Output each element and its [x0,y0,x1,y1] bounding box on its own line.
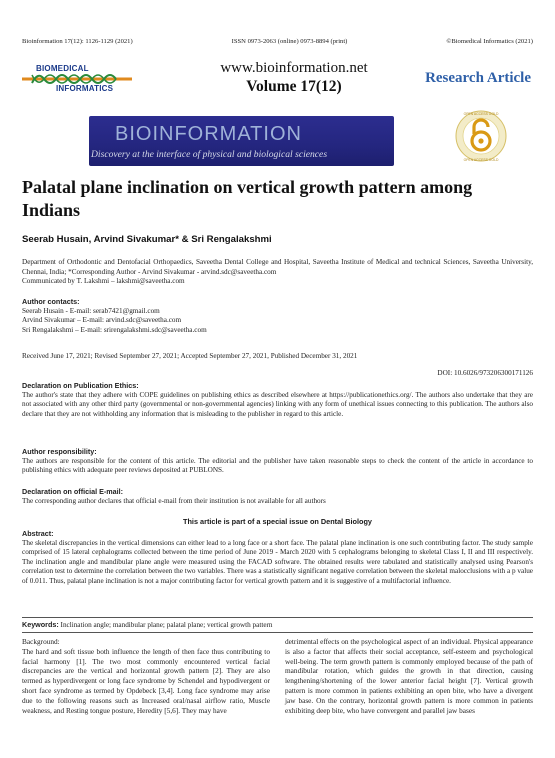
background-heading: Background: [22,637,60,646]
email-heading: Declaration on official E-mail: [22,487,124,496]
copyright: ©Biomedical Informatics (2021) [446,38,533,45]
contact-line: Seerab Husain - E-mail: serab7421@gmail.com [22,306,160,315]
logo-text-top: BIOMEDICAL [36,64,89,73]
divider [22,617,533,618]
ethics-declaration [22,381,533,419]
running-head [22,38,533,50]
affiliation: Department of Orthodontic and Dentofacial Orthopaedics, Saveetha Dental College and Hospital, Saveetha Institute of Medical and technical Sciences, Saveetha University, Chennai, India; *Corresponding Author - Arvind Sivakumar - arvind.sdc@saveetha.com [22,258,533,276]
responsibility-text: The authors are responsible for the content of this article. The editorial and the publisher have taken reasonable steps to check the content of the article in accordance to publishing ethics with adequate peer reviews deposited at PUBLONS. [22,456,533,475]
special-issue-note: This article is part of a special issue on Dental Biology [183,517,372,526]
article-type: Research Article [425,70,531,86]
dates-line: Received June 17, 2021; Revised September 27, 2021; Accepted September 27, 2021, Published December 31, 2021 [22,352,358,360]
keywords [22,620,533,631]
responsibility-heading: Author responsibility: [22,447,97,456]
doi[interactable]: DOI: 10.6026/973206300171126 [437,369,533,377]
ethics-heading: Declaration on Publication Ethics: [22,381,139,390]
badge-text-top: OPEN ACCESS GOLD [463,112,499,116]
author-list: Seerab Husain, Arvind Sivakumar* & Sri Rengalakshmi [22,234,272,245]
abstract-heading: Abstract: [22,529,54,538]
open-access-gold-icon [455,108,507,164]
masthead [22,58,533,98]
divider [22,632,533,633]
background-text-right: detrimental effects on the psychological aspect of an individual. Physical appearance is also a factor that affects their social acceptance, self-esteem and psychological well-being. The term growth pattern is commonly employed because of the path of mandibular rotation, which guides the growth in that direction, causing lengthening/shortening of the lower anterior facial height [7]. Vertical growth pattern is more common in patients exhibiting an open bite, who have a divergent jaw base. On the contrary, horizontal growth pattern is more common in patients exhibiting deep bite, who have convergent and parallel jaw bases [285,637,533,715]
background-text-left: The hard and soft tissue both influence the length of then face thus contributing to facial harmony [1]. The two most commonly encountered vertical facial discrepancies are the vertical and horizontal growth pattern [2]. They are also termed as hyperdivergent or long face syndrome by Schendel and hypodivergent or short face syndrome as termed by Opdebeck [3,4]. Long face syndrome may arise due to the following reasons such as Increased oral/nasal airflow ratio, Muscle weakness, and Resting tongue posture, Heredity [5,6]. They may have [22,646,270,715]
journal-logo [22,64,142,94]
logo-text-bottom: INFORMATICS [56,84,114,93]
journal-website[interactable]: www.bioinformation.net [220,60,368,76]
journal-citation: Bioinformation 17(12): 1126-1129 (2021) [22,38,133,45]
communicated-by: Communicated by T. Lakshmi – lakshmi@saveetha.com [22,277,185,286]
ethics-text: The author's state that they adhere with COPE guidelines on publishing ethics as described elsewhere at https://publicationethics.org/. The authors also undertake that they are not associated with any other third party (governmental or non-governmental agencies) linking with any form of unethical issues connecting to this publication. The authors also declare that they are not withholding any information that is misleading to the publisher in regard to this article. [22,390,533,418]
banner-tagline: Discovery at the interface of physical and biological sciences [91,149,328,160]
badge-text-bottom: OPEN ACCESS GOLD [463,158,499,162]
author-contacts [22,297,533,335]
journal-banner [89,116,394,166]
email-text: The corresponding author declares that official e-mail from their institution is not available for all authors [22,496,326,505]
body-column-right [285,637,533,715]
keywords-heading: Keywords: [22,620,59,629]
affiliation-block [22,258,533,287]
issn: ISSN 0973-2063 (online) 0973-8894 (print) [231,38,348,45]
journal-volume: Volume 17(12) [246,78,342,95]
article-title: Palatal plane inclination on vertical growth pattern among Indians [22,177,473,220]
abstract [22,529,533,587]
body-column-left [22,637,270,715]
banner-title: BIOINFORMATION [115,123,302,145]
email-declaration [22,487,533,506]
author-responsibility [22,447,533,476]
contact-line: Arvind Sivakumar – E-mail: arvind.sdc@saveetha.com [22,316,182,325]
abstract-text: The skeletal discrepancies in the vertical dimensions can either lead to a long face or a short face. The palatal plane inclination is one such contributing factor. The study sample comprised of 15 lateral cephalograms collected between the time period of June 2019 - March 2020 with 5 cephalograms belonging to skeletal Class I, II and III respectively. The inclination angle and mandibular plane angle were measured using the FACAD software. The obtained results were tabulated and statistically analysed using Pearson's correlation test to determine the correlation between the two variables. There was a statistically significant negative correlation between the skeletal malocclusions with a p value of 0.011. Thus, palatal plane inclination is not a major contributing factor for vertical growth pattern and it is suggestive of a multifactorial influence. [22,538,533,585]
contacts-heading: Author contacts: [22,297,80,306]
contact-line: Sri Rengalakshmi – E-mail: srirengalakshmi.sdc@saveetha.com [22,325,207,334]
keywords-text: Inclination angle; mandibular plane; palatal plane; vertical growth pattern [60,621,273,629]
publication-dates [22,352,533,362]
